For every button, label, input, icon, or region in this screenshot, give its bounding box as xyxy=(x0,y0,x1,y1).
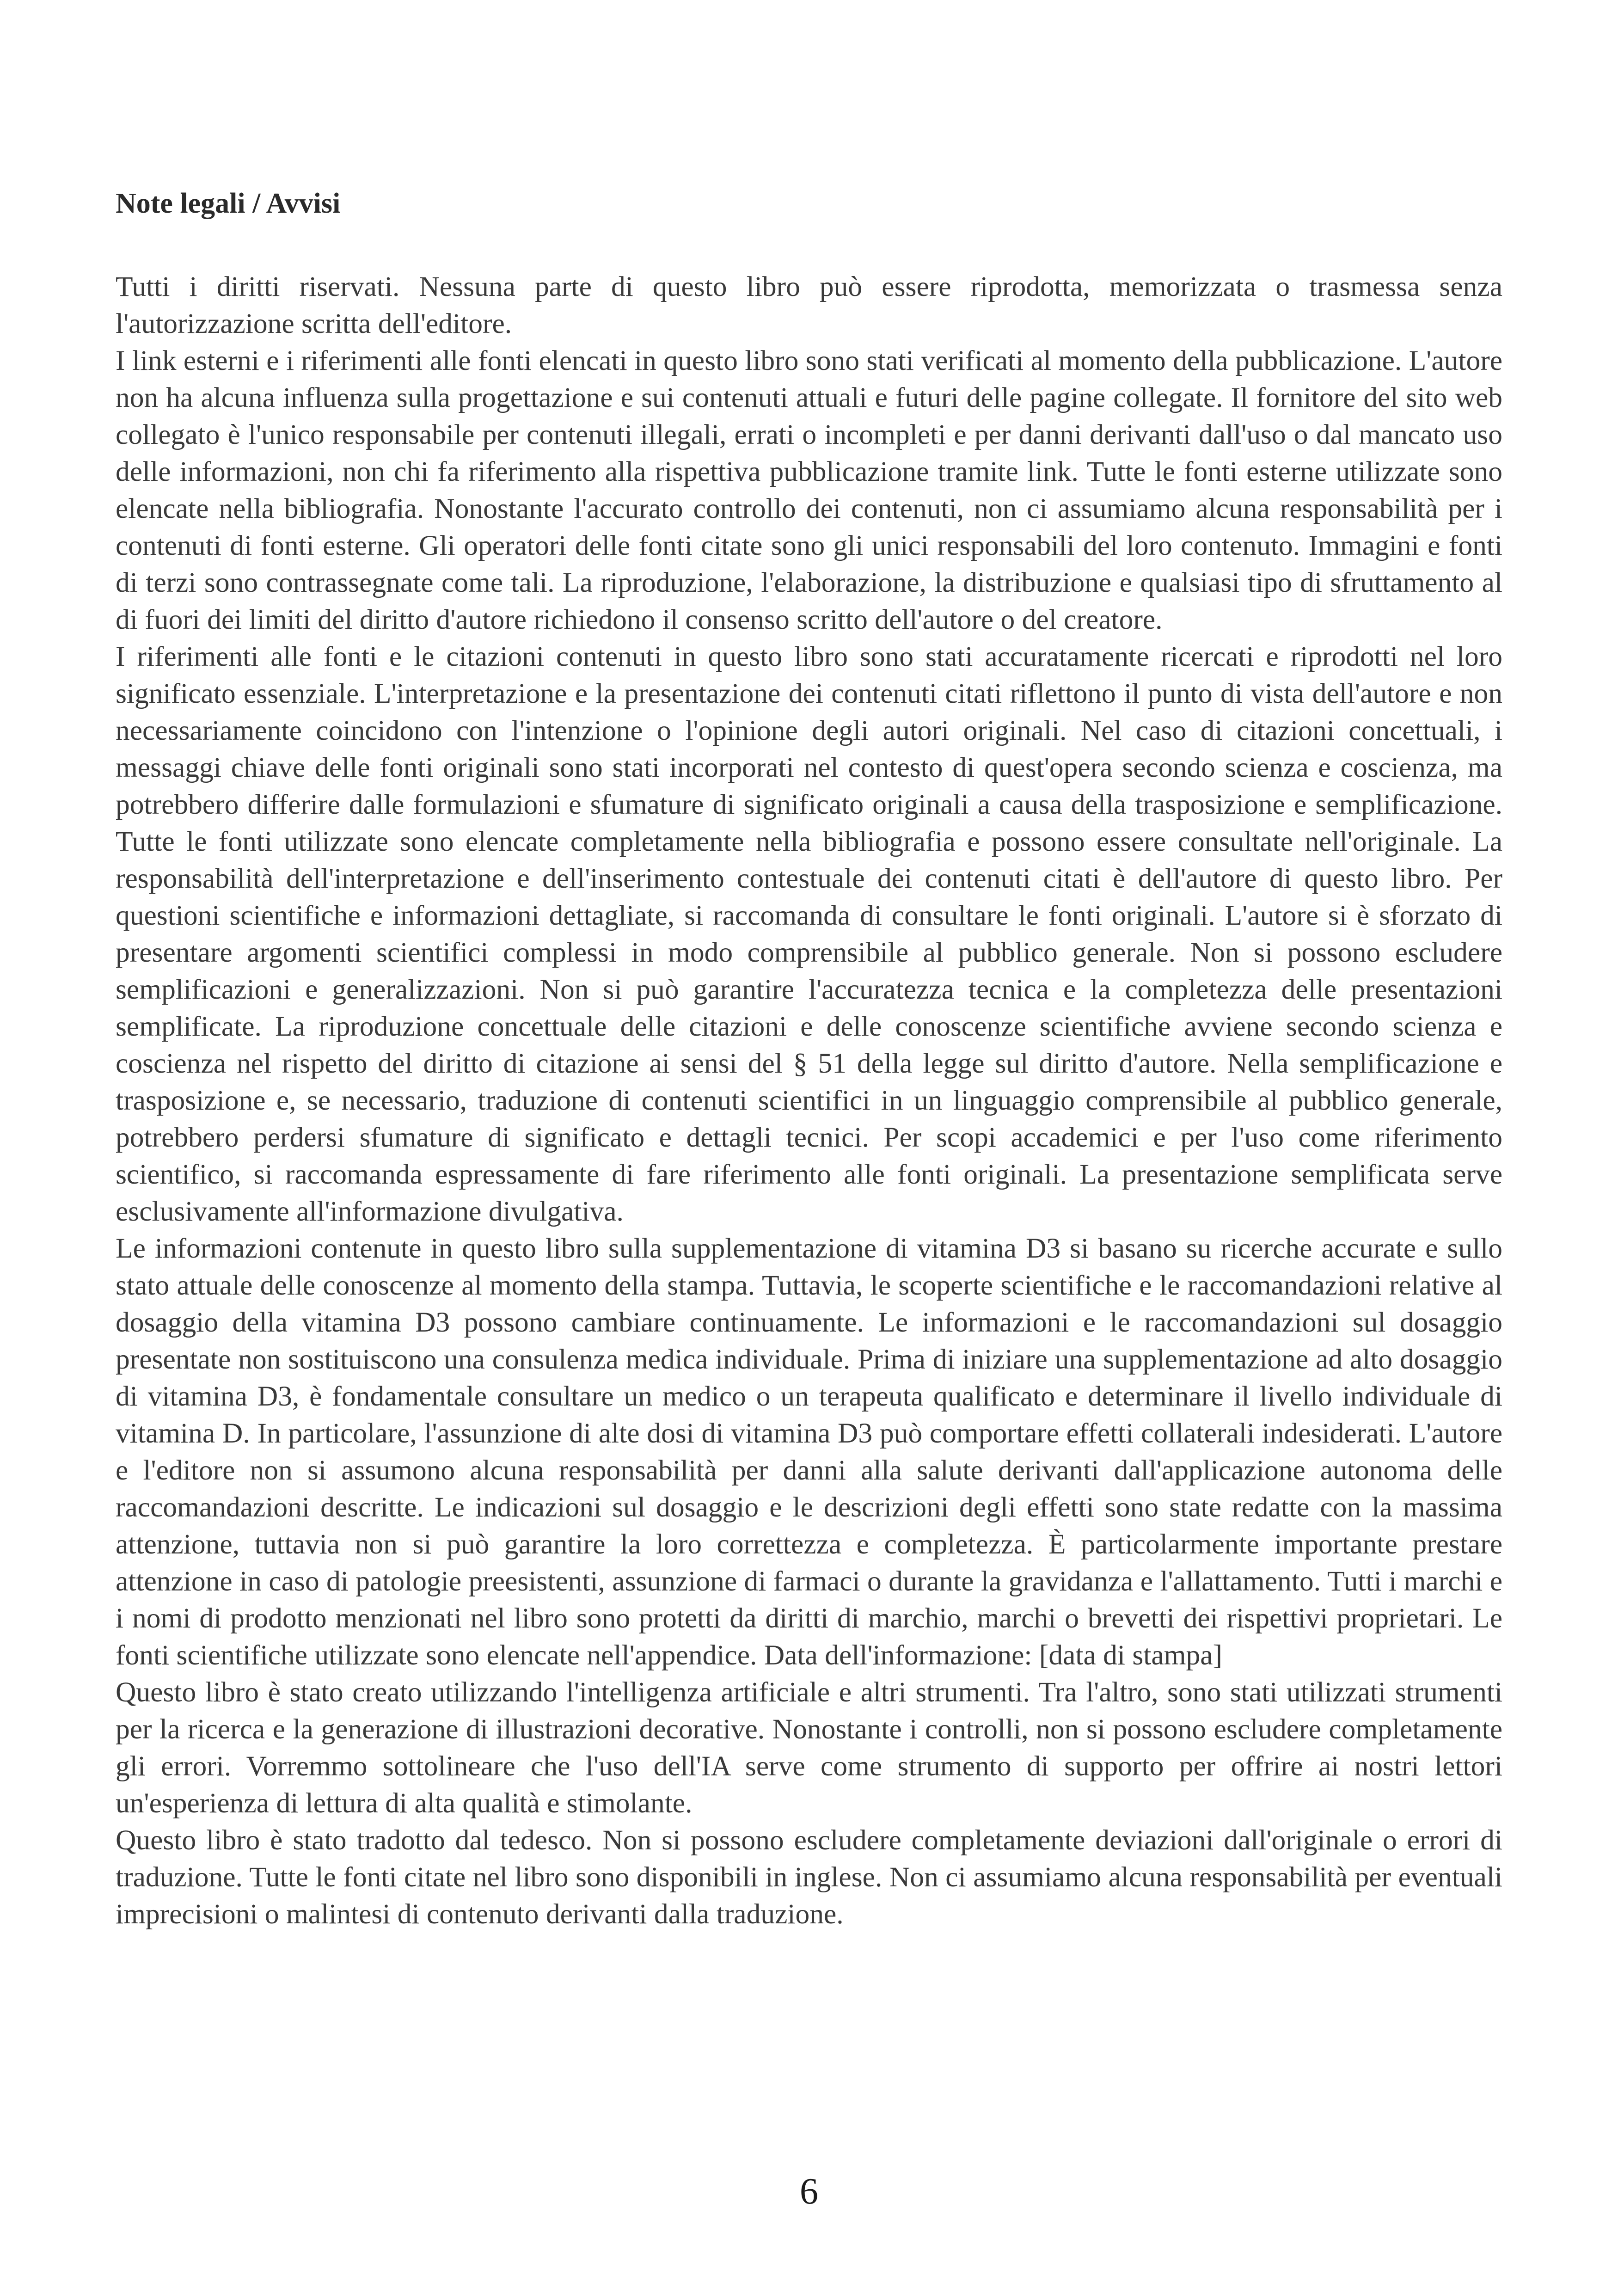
medical-disclaimer-paragraph: Le informazioni contenute in questo libro sulla supplementazione di vitamina D3 si basano su ricerche accurate e sullo stato attuale delle conoscenze al momento della stampa. Tuttavia, le scoperte scientifiche e le raccomandazioni relative al dosaggio della vitamina D3 possono cambiare continuamente. Le informazioni e le raccomandazioni sul dosaggio presentate non sostituiscono una consulenza medica individuale. Prima di iniziare una supplementazione ad alto dosaggio di vitamina D3, è fondamentale consultare un medico o un terapeuta qualificato e determinare il livello individuale di vitamina D. In particolare, l'assunzione di alte dosi di vitamina D3 può comportare effetti collaterali indesiderati. L'autore e l'editore non si assumono alcuna responsabilità per danni alla salute derivanti dall'applicazione autonoma delle raccomandazioni descritte. Le indicazioni sul dosaggio e le descrizioni degli effetti sono state redatte con la massima attenzione, tuttavia non si può garantire la loro correttezza e completezza. È particolarmente importante prestare attenzione in caso di patologie preesistenti, assunzione di farmaci o durante la gravidanza e l'allattamento. Tutti i marchi e i nomi di prodotto menzionati nel libro sono protetti da diritti di marchio, marchi o brevetti dei rispettivi proprietari. Le fonti scientifiche utilizzate sono elencate nell'appendice. Data dell'informazione: [data di stampa] xyxy=(116,1233,1502,1671)
translation-notice-paragraph: Questo libro è stato tradotto dal tedesco. Non si possono escludere completamente deviazioni dall'originale o errori di traduzione. Tutte le fonti citate nel libro sono disponibili in inglese. Non ci assumiamo alcuna responsabilità per eventuali imprecisioni o malintesi di contenuto derivanti dalla traduzione. xyxy=(116,1824,1502,1930)
ai-notice-paragraph: Questo libro è stato creato utilizzando l'intelligenza artificiale e altri strumenti. Tra l'altro, sono stati utilizzati strumenti per la ricerca e la generazione di illustrazioni decorative. Nonostante i controlli, non si possono escludere completamente gli errori. Vorremmo sottolineare che l'uso dell'IA serve come strumento di supporto per offrire ai nostri lettori un'esperienza di lettura di alta qualità e stimolante. xyxy=(116,1676,1502,1819)
external-links-paragraph: I link esterni e i riferimenti alle fonti elencati in questo libro sono stati verificati al momento della pubblicazione. L'autore non ha alcuna influenza sulla progettazione e sui contenuti attuali e futuri delle pagine collegate. Il fornitore del sito web collegato è l'unico responsabile per contenuti illegali, errati o incompleti e per danni derivanti dall'uso o dal mancato uso delle informazioni, non chi fa riferimento alla rispettiva pubblicazione tramite link. Tutte le fonti esterne utilizzate sono elencate nella bibliografia. Nonostante l'accurato controllo dei contenuti, non ci assumiamo alcuna responsabilità per i contenuti di fonti esterne. Gli operatori delle fonti citate sono gli unici responsabili del loro contenuto. Immagini e fonti di terzi sono contrassegnate come tali. La riproduzione, l'elaborazione, la distribuzione e qualsiasi tipo di sfruttamento al di fuori dei limiti del diritto d'autore richiedono il consenso scritto dell'autore o del creatore. xyxy=(116,345,1502,635)
page-number: 6 xyxy=(800,2171,818,2212)
citations-paragraph: I riferimenti alle fonti e le citazioni contenuti in questo libro sono stati accuratamente ricercati e riprodotti nel loro significato essenziale. L'interpretazione e la presentazione dei contenuti citati riflettono il punto di vista dell'autore e non necessariamente coincidono con l'intenzione o l'opinione degli autori originali. Nel caso di citazioni concettuali, i messaggi chiave delle fonti originali sono stati incorporati nel contesto di quest'opera secondo scienza e coscienza, ma potrebbero differire dalle formulazioni e sfumature di significato originali a causa della trasposizione e semplificazione. Tutte le fonti utilizzate sono elencate completamente nella bibliografia e possono essere consultate nell'originale. La responsabilità dell'interpretazione e dell'inserimento contestuale dei contenuti citati è dell'autore di questo libro. Per questioni scientifiche e informazioni dettagliate, si raccomanda di consultare le fonti originali. L'autore si è sforzato di presentare argomenti scientifici complessi in modo comprensibile al pubblico generale. Non si possono escludere semplificazioni e generalizzazioni. Non si può garantire l'accuratezza tecnica e la completezza delle presentazioni semplificate. La riproduzione concettuale delle citazioni e delle conoscenze scientifiche avviene secondo scienza e coscienza nel rispetto del diritto di citazione ai sensi del § 51 della legge sul diritto d'autore. Nella semplificazione e trasposizione e, se necessario, traduzione di contenuti scientifici in un linguaggio comprensibile al pubblico generale, potrebbero perdersi sfumature di significato e dettagli tecnici. Per scopi accademici e per l'uso come riferimento scientifico, si raccomanda espressamente di fare riferimento alle fonti originali. La presentazione semplificata serve esclusivamente all'informazione divulgativa. xyxy=(116,641,1502,1227)
section-title: Note legali / Avvisi xyxy=(116,188,341,219)
page-content xyxy=(116,185,1502,1933)
copyright-paragraph: Tutti i diritti riservati. Nessuna parte di questo libro può essere riprodotta, memorizzata o trasmessa senza l'autorizzazione scritta dell'editore. xyxy=(116,271,1502,339)
